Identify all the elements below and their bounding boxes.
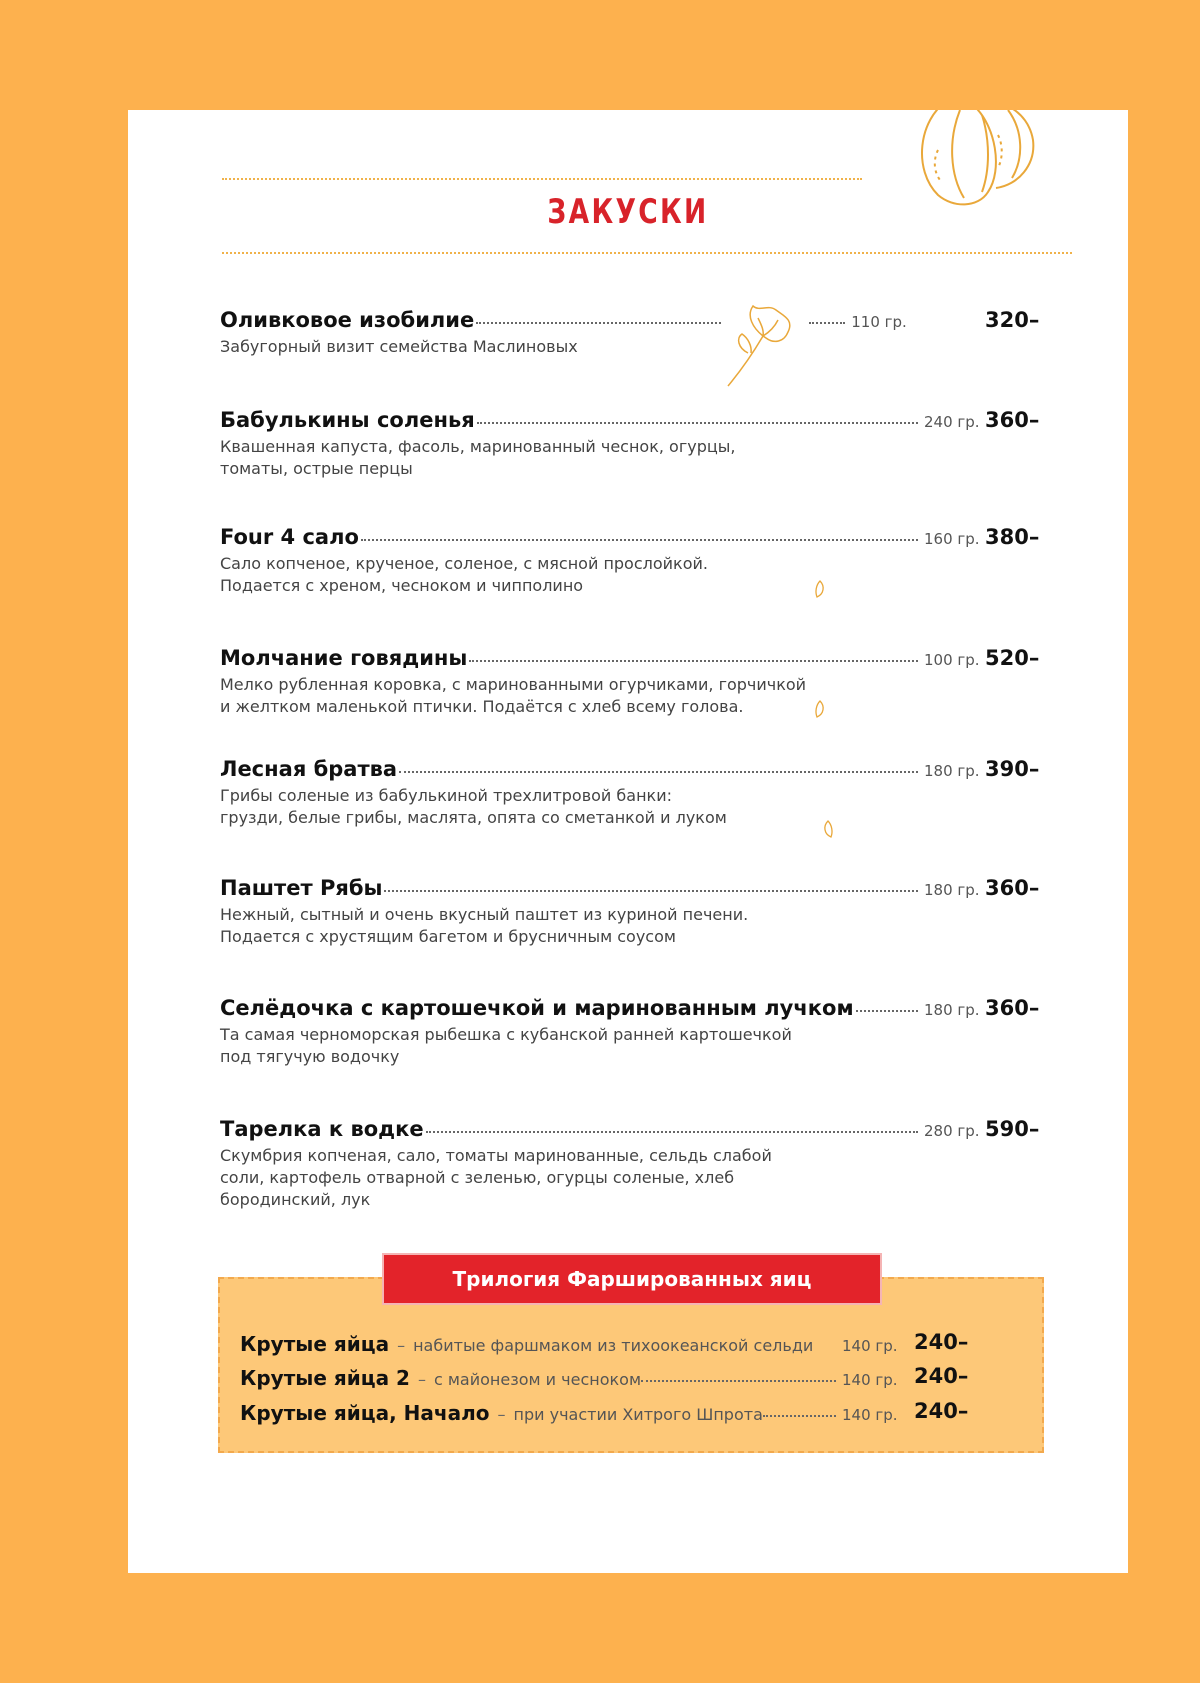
egg-description: с майонезом и чесноком [433,1370,642,1389]
item-weight: 180 гр. [924,762,980,780]
item-description: под тягучую водочку [220,1047,400,1066]
egg-name: Крутые яйца, Начало [240,1401,490,1425]
trilogy-item [240,1332,900,1356]
item-price: 380– [985,525,1040,549]
item-name: Паштет Рябы [220,876,383,900]
item-price: 360– [985,996,1040,1020]
item-name: Молчание говядины [220,646,468,670]
item-name: Тарелка к водке [220,1117,424,1141]
item-weight: 180 гр. [924,881,980,899]
egg-price: 240– [914,1364,969,1388]
item-description: Подается с хрустящим багетом и брусничным соусом [220,927,676,946]
item-weight: 100 гр. [924,651,980,669]
trilogy-item [240,1366,900,1390]
leaf-icon [814,700,826,718]
item-description: и желтком маленькой птички. Подаётся с хлеб всему голова. [220,697,744,716]
egg-weight: 140 гр. [842,1371,898,1389]
dot-leader [469,660,918,662]
egg-name: Крутые яйца 2 [240,1366,410,1390]
item-name: Four 4 сало [220,525,359,549]
item-description: Нежный, сытный и очень вкусный паштет из куриной печени. [220,905,749,924]
dot-leader [361,539,918,541]
egg-description: набитые фаршмаком из тихоокеанской сельди [413,1336,814,1355]
item-name: Селёдочка с картошечкой и маринованным лучком [220,996,854,1020]
item-description: Грибы соленые из бабулькиной трехлитровой банки: [220,786,672,805]
egg-price: 240– [914,1399,969,1423]
dot-leader [476,322,721,324]
item-description: грузди, белые грибы, маслята, опята со сметанкой и луком [220,808,727,827]
item-name: Лесная братва [220,757,398,781]
item-name: Оливковое изобилие [220,308,475,332]
section-title: ЗАКУСКИ [547,192,709,232]
item-description: соли, картофель отварной с зеленью, огурцы соленые, хлеб [220,1168,735,1187]
trilogy-item [240,1401,900,1425]
item-weight: 240 гр. [924,413,980,431]
egg-dash: – [397,1336,406,1355]
top-divider [222,178,862,180]
item-description: бородинский, лук [220,1190,371,1209]
item-description: Сало копченое, крученое, соленое, с мясной прослойкой. [220,554,708,573]
dot-leader [426,1131,918,1133]
item-price: 360– [985,408,1040,432]
item-description: Квашенная капуста, фасоль, маринованный чеснок, огурцы, [220,437,736,456]
menu-item [220,408,1040,480]
dot-leader [763,1415,836,1417]
menu-item [220,876,1040,948]
egg-description: при участии Хитрого Шпрота [513,1405,763,1424]
egg-weight: 140 гр. [842,1406,898,1424]
item-price: 360– [985,876,1040,900]
menu-item [220,308,1040,358]
egg-dash: – [417,1370,426,1389]
dot-leader [477,422,918,424]
menu-item [220,525,1040,597]
menu-item [220,1117,1040,1211]
bottom-divider [222,252,1072,254]
item-weight: 110 гр. [851,313,907,331]
trilogy-title: Трилогия Фаршированных яиц [382,1253,882,1305]
egg-name: Крутые яйца [240,1332,390,1356]
menu-item [220,646,1040,718]
item-description: Та самая черноморская рыбешка с кубанской ранней картошечкой [220,1025,792,1044]
item-description: томаты, острые перцы [220,459,413,478]
item-weight: 280 гр. [924,1122,980,1140]
egg-price: 240– [914,1330,969,1354]
item-description: Скумбрия копченая, сало, томаты маринованные, сельдь слабой [220,1146,772,1165]
item-price: 520– [985,646,1040,670]
leaf-icon [814,580,826,598]
dot-leader [384,890,918,892]
dot-leader [809,322,845,324]
egg-dash: – [497,1405,506,1424]
dot-leader [641,1380,836,1382]
dot-leader [856,1010,918,1012]
item-description: Забугорный визит семейства Маслиновых [220,337,578,356]
item-description: Подается с хреном, чесноком и чипполино [220,576,584,595]
egg-weight: 140 гр. [842,1337,898,1355]
item-weight: 160 гр. [924,530,980,548]
dot-leader [399,771,918,773]
menu-item [220,996,1040,1068]
item-name: Бабулькины соленья [220,408,475,432]
menu-page [128,110,1128,1573]
item-price: 320– [985,308,1040,332]
menu-item [220,757,1040,829]
leaf-icon [822,820,834,838]
item-price: 590– [985,1117,1040,1141]
item-weight: 180 гр. [924,1001,980,1019]
item-description: Мелко рубленная коровка, с маринованными огурчиками, горчичкой [220,675,807,694]
item-price: 390– [985,757,1040,781]
